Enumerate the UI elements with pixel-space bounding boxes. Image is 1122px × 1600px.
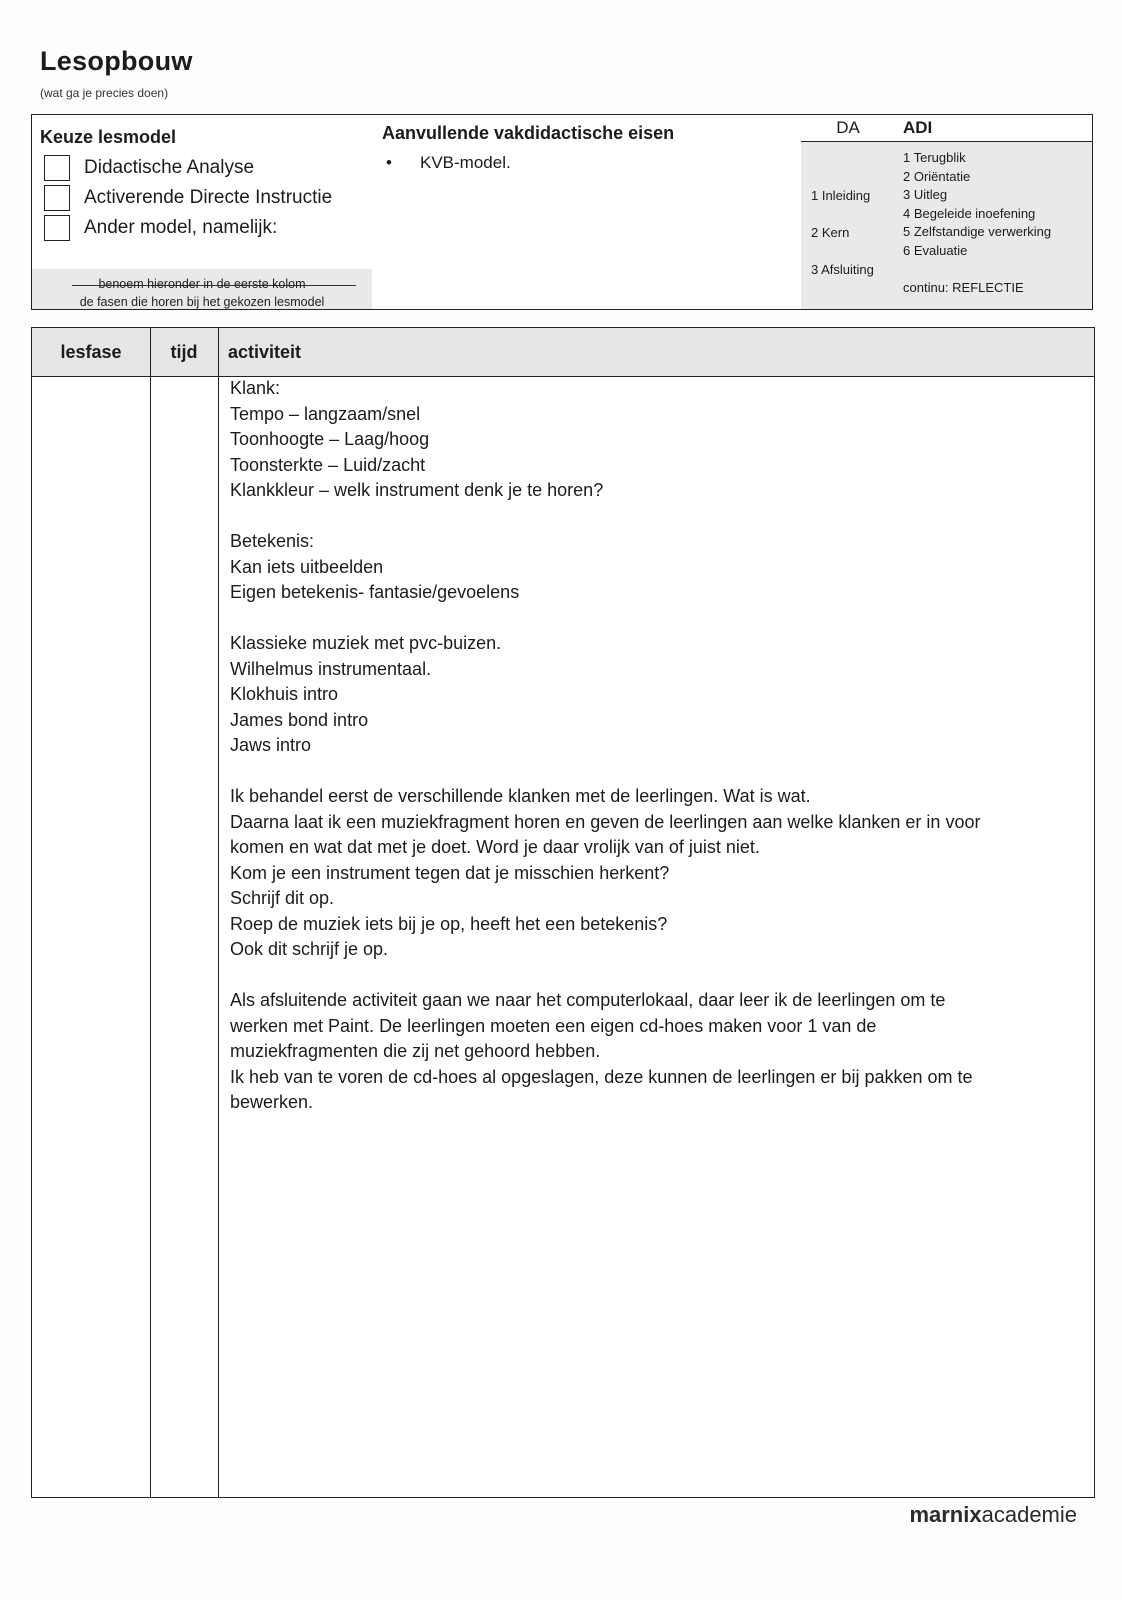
vakdidactisch-item [386,153,511,173]
option-label: Activerende Directe Instructie [84,187,333,208]
lesmodel-table [31,114,1093,310]
activity-line: James bond intro [230,709,369,730]
adi-cell [895,115,1092,309]
logo-light-text: academie [981,1502,1077,1527]
activity-line: Schrijf dit op. [230,888,335,908]
table-header-row [32,328,1094,377]
activity-line: Roep de muziek iets bij je op, heeft het een betekenis? [230,913,668,934]
activity-line [230,606,1084,632]
option-didactische-analyse[interactable] [44,155,254,181]
note-line: benoem hieronder in de eerste kolom [98,277,306,291]
vakdidactische-cell [372,115,802,309]
activity-line: Ook dit schrijf je op. [230,939,389,959]
activity-line: Eigen betekenis- fantasie/gevoelens [230,582,520,602]
option-label: Ander model, namelijk: [84,217,278,238]
activity-line: Klokhuis intro [230,684,339,704]
activity-line: Klassieke muziek met pvc-buizen. [230,633,502,653]
column-divider [218,328,219,1497]
option-adi[interactable] [44,185,332,211]
adi-item: 6 Evaluatie [903,242,968,258]
adi-item: 3 Uitleg [903,187,948,203]
activity-line: Toonsterkte – Luid/zacht [230,454,426,475]
adi-item: 1 Terugblik [903,150,966,165]
adi-continu: continu: REFLECTIE [903,280,1024,295]
activity-line: Tempo – langzaam/snel [230,403,421,424]
activity-line: Als afsluitende activiteit gaan we naar het computerlokaal, daar leer ik de leerlingen om te [230,990,946,1010]
option-label: Didactische Analyse [84,157,255,178]
bullet-icon: • [386,153,392,172]
da-item: 1 Inleiding [811,188,871,203]
page-subtitle: (wat ga je precies doen) [40,86,169,100]
page-title: Lesopbouw [40,46,193,76]
activity-line: Betekenis: [230,531,315,551]
activity-line: Daarna laat ik een muziekfragment horen en geven de leerlingen aan welke klanken er in voor [230,811,981,832]
activity-line: Ik behandel eerst de verschillende klanken met de leerlingen. Wat is wat. [230,786,811,806]
da-list [811,177,874,288]
item-label: KVB-model. [420,153,511,172]
column-header-activiteit: activiteit [228,342,302,362]
checkbox[interactable] [44,185,70,211]
activity-line: Jaws intro [230,735,312,755]
activity-line: Toonhoogte – Laag/hoog [230,429,430,449]
vakdidactisch-heading: Aanvullende vakdidactische eisen [382,123,675,143]
keuze-note [32,275,372,311]
column-header-tijd: tijd [170,342,198,362]
option-ander-model[interactable] [44,215,277,241]
activity-line: komen en wat dat met je doet. Word je daar vrolijk van of juist niet. [230,837,760,857]
lesopbouw-table [31,327,1095,1498]
activity-line [230,963,1084,989]
da-heading: DA [801,115,895,142]
da-item: 2 Kern [811,225,850,240]
activity-line: bewerken. [230,1092,314,1112]
activity-line: Kan iets uitbeelden [230,556,384,577]
activity-line: Kom je een instrument tegen dat je misschien herkent? [230,862,670,883]
da-item: 3 Afsluiting [811,262,874,277]
activity-line [230,759,1084,785]
adi-item: 4 Begeleide inoefening [903,205,1036,221]
column-divider [150,328,151,1497]
da-cell [801,115,896,309]
marnix-academie-logo [909,1502,1077,1528]
adi-item: 2 Oriëntatie [903,168,971,184]
logo-bold-text: marnix [909,1502,982,1527]
adi-item: 5 Zelfstandige verwerking [903,224,1052,240]
adi-list [903,149,1051,261]
activity-line: Klankkleur – welk instrument denk je te horen? [230,480,604,500]
activity-line: Klank: [230,378,281,398]
activity-line: werken met Paint. De leerlingen moeten een eigen cd-hoes maken voor 1 van de [230,1015,877,1036]
keuze-heading: Keuze lesmodel [40,127,177,147]
activity-line: Wilhelmus instrumentaal. [230,658,432,679]
checkbox[interactable] [44,155,70,181]
adi-heading: ADI [895,115,1092,142]
activiteit-cell [230,376,1084,1116]
activity-line: Ik heb van te voren de cd-hoes al opgeslagen, deze kunnen de leerlingen er bij pakken om te [230,1066,973,1087]
keuze-lesmodel-cell [32,115,373,309]
column-header-lesfase: lesfase [60,342,122,362]
activity-line: muziekfragmenten die zij net gehoord hebben. [230,1041,601,1061]
activity-line [230,504,1084,530]
note-line: de fasen die horen bij het gekozen lesmodel [79,295,325,309]
checkbox[interactable] [44,215,70,241]
